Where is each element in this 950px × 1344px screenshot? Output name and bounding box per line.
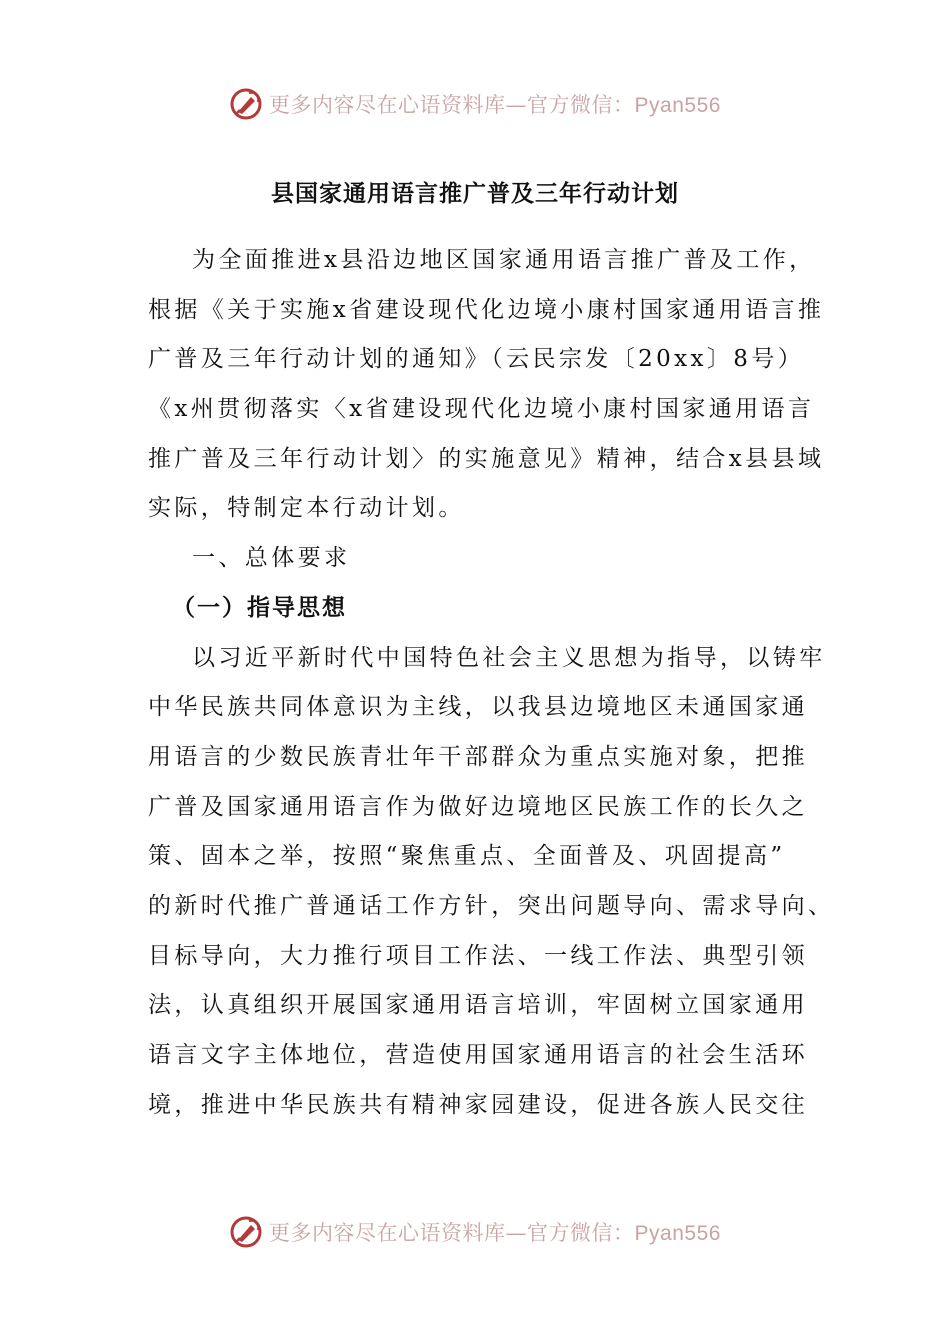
footer-watermark <box>0 1212 950 1252</box>
paragraph-line: 的新时代推广普通话工作方针，突出问题导向、需求导向、 <box>148 892 835 919</box>
document-body <box>148 236 835 1130</box>
watermark-text: 更多内容尽在心语资料库—官方微信：Pyan556 <box>269 1221 721 1245</box>
paragraph-line: 以习近平新时代中国特色社会主义思想为指导，以铸牢 <box>192 644 826 671</box>
pen-nib-logo-icon <box>229 87 263 121</box>
watermark-wechat-id: Pyan556 <box>634 1222 721 1245</box>
paragraph-line: 实际，特制定本行动计划。 <box>148 495 465 522</box>
paragraph-line: 境，推进中华民族共有精神家园建设，促进各族人民交往 <box>148 1091 808 1118</box>
watermark-wechat-id: Pyan556 <box>634 94 721 117</box>
paragraph-line: 中华民族共同体意识为主线，以我县边境地区未通国家通 <box>148 694 808 721</box>
paragraph-line: 广普及国家通用语言作为做好边境地区民族工作的长久之 <box>148 793 808 820</box>
pen-nib-logo-icon <box>229 1215 263 1249</box>
paragraph-line: 推广普及三年行动计划〉的实施意见》精神，结合x县县域 <box>148 445 825 472</box>
paragraph-line: 用语言的少数民族青壮年干部群众为重点实施对象，把推 <box>148 743 808 770</box>
paragraph-line: 策、固本之举，按照“聚焦重点、全面普及、巩固提高” <box>148 843 786 870</box>
paragraph-line: 根据《关于实施x省建设现代化边境小康村国家通用语言推 <box>148 296 825 323</box>
section-heading: 一、总体要求 <box>192 545 351 572</box>
paragraph-line: 目标导向，大力推行项目工作法、一线工作法、典型引领 <box>148 942 808 969</box>
paragraph-line: 语言文字主体地位，营造使用国家通用语言的社会生活环 <box>148 1042 808 1068</box>
watermark-text: 更多内容尽在心语资料库—官方微信：Pyan556 <box>269 93 721 117</box>
document-title: 县国家通用语言推广普及三年行动计划 <box>271 181 679 207</box>
paragraph-line: 为全面推进x县沿边地区国家通用语言推广普及工作， <box>192 247 816 273</box>
paragraph-line: 《x州贯彻落实〈x省建设现代化边境小康村国家通用语言 <box>148 396 815 423</box>
paragraph-line: 法，认真组织开展国家通用语言培训，牢固树立国家通用 <box>148 992 808 1019</box>
header-watermark <box>0 84 950 124</box>
subsection-heading: （一）指导思想 <box>172 594 347 621</box>
paragraph-line: 广普及三年行动计划的通知》（云民宗发〔20xx〕8号） <box>148 346 805 373</box>
